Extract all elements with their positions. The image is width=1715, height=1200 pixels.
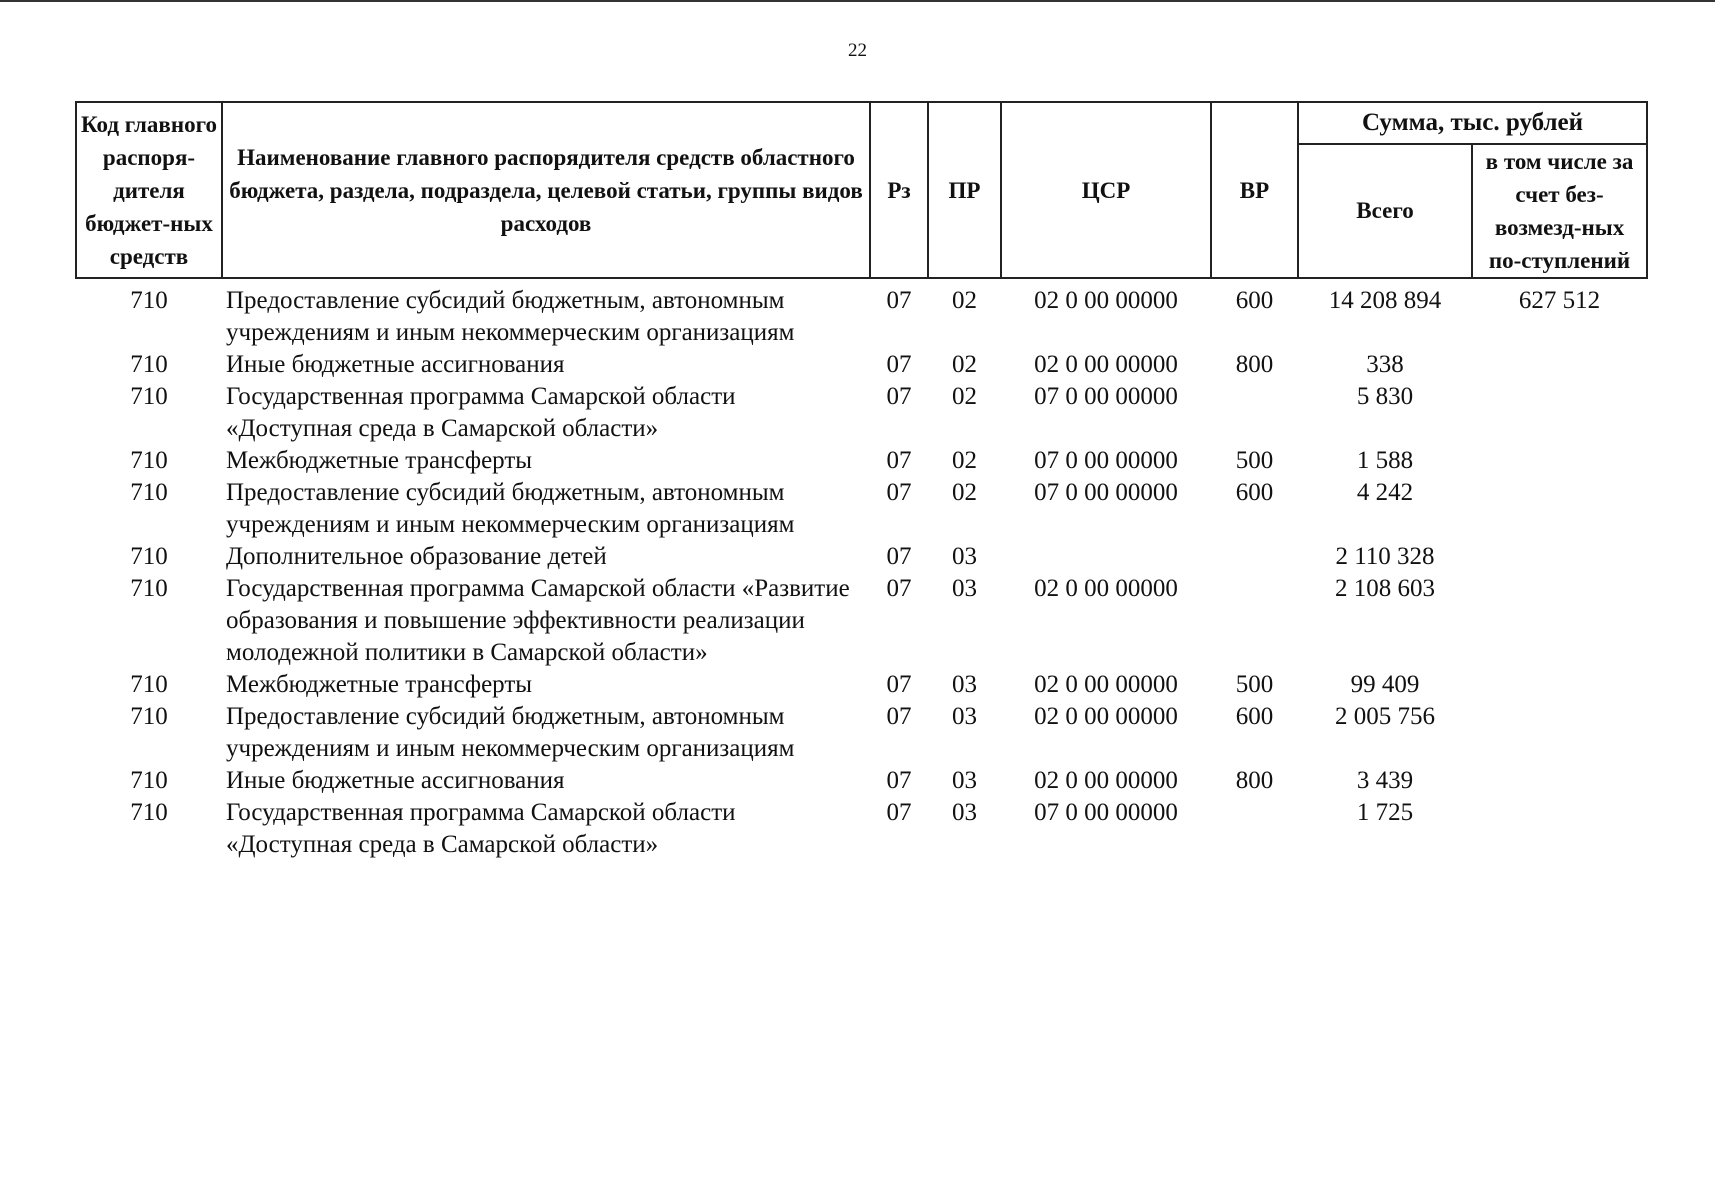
- cell-pr: 03: [952, 575, 977, 602]
- cell-code: 710: [130, 479, 168, 506]
- header-name: Наименование главного распорядителя средств областного бюджета, раздела, подраздела, целевой статьи, группы видов расходов: [222, 102, 870, 278]
- cell-vr: 600: [1235, 703, 1274, 730]
- cell-rz: 07: [886, 351, 912, 378]
- cell-total: 4 242: [1356, 479, 1414, 506]
- cell-free: [1472, 381, 1647, 445]
- cell-free: [1472, 797, 1647, 861]
- cell-csr: 02 0 00 00000: [1034, 703, 1178, 730]
- table-row: [76, 541, 1647, 573]
- cell-free: [1472, 477, 1647, 541]
- cell-name: Дополнительное образование детей: [226, 543, 607, 570]
- cell-csr: 02 0 00 00000: [1034, 575, 1178, 602]
- cell-free: [1472, 541, 1647, 573]
- cell-code: 710: [130, 287, 168, 314]
- header-vr: ВР: [1211, 102, 1298, 278]
- cell-free: 627 512: [1518, 287, 1601, 314]
- cell-free: [1472, 669, 1647, 701]
- table-row: [76, 573, 1647, 669]
- header-row-top: [76, 102, 1647, 144]
- cell-csr: 07 0 00 00000: [1034, 479, 1178, 506]
- cell-rz: 07: [886, 671, 912, 698]
- cell-code: 710: [130, 351, 168, 378]
- cell-pr: 03: [952, 703, 977, 730]
- cell-total: 14 208 894: [1328, 287, 1442, 314]
- cell-free: [1472, 573, 1647, 669]
- cell-csr: 07 0 00 00000: [1034, 383, 1178, 410]
- cell-name: Государственная программа Самарской области «Доступная среда в Самарской области»: [226, 383, 736, 442]
- cell-code: 710: [130, 383, 168, 410]
- cell-rz: 07: [886, 543, 912, 570]
- cell-vr: 800: [1235, 351, 1274, 378]
- budget-table: [75, 101, 1648, 861]
- cell-name: Государственная программа Самарской области «Доступная среда в Самарской области»: [226, 799, 736, 858]
- cell-rz: 07: [886, 703, 912, 730]
- cell-csr: 02 0 00 00000: [1034, 671, 1178, 698]
- cell-total: 5 830: [1356, 383, 1414, 410]
- cell-csr: 07 0 00 00000: [1034, 447, 1178, 474]
- cell-name: Межбюджетные трансферты: [226, 671, 533, 698]
- cell-total: 3 439: [1356, 767, 1414, 794]
- cell-vr: [1211, 573, 1298, 669]
- header-total: Всего: [1298, 144, 1472, 278]
- cell-name: Предоставление субсидий бюджетным, автономным учреждениям и иным некоммерческим организациям: [226, 479, 795, 538]
- cell-rz: 07: [886, 799, 912, 826]
- cell-name: Межбюджетные трансферты: [226, 447, 533, 474]
- cell-code: 710: [130, 671, 168, 698]
- cell-total: 2 110 328: [1335, 543, 1435, 570]
- cell-pr: 03: [952, 671, 977, 698]
- header-rz: Рз: [870, 102, 928, 278]
- cell-total: 99 409: [1350, 671, 1420, 698]
- cell-vr: [1211, 797, 1298, 861]
- table-row: [76, 477, 1647, 541]
- cell-pr: 02: [952, 351, 977, 378]
- cell-free: [1472, 701, 1647, 765]
- cell-name: Иные бюджетные ассигнования: [226, 767, 565, 794]
- cell-csr: 02 0 00 00000: [1034, 287, 1178, 314]
- cell-pr: 02: [952, 479, 977, 506]
- cell-total: 338: [1366, 351, 1404, 378]
- cell-pr: 02: [952, 447, 977, 474]
- cell-rz: 07: [886, 447, 912, 474]
- cell-csr: 07 0 00 00000: [1034, 799, 1178, 826]
- cell-rz: 07: [886, 287, 912, 314]
- cell-code: 710: [130, 703, 168, 730]
- table-row: [76, 381, 1647, 445]
- cell-rz: 07: [886, 767, 912, 794]
- cell-vr: 600: [1235, 287, 1274, 314]
- table-row: [76, 765, 1647, 797]
- cell-total: 2 005 756: [1335, 703, 1435, 730]
- cell-name: Предоставление субсидий бюджетным, автономным учреждениям и иным некоммерческим организациям: [226, 703, 795, 762]
- top-rule: [0, 0, 1715, 2]
- cell-name: Иные бюджетные ассигнования: [226, 351, 565, 378]
- cell-csr: 02 0 00 00000: [1034, 767, 1178, 794]
- cell-csr: 02 0 00 00000: [1034, 351, 1178, 378]
- cell-name: Предоставление субсидий бюджетным, автономным учреждениям и иным некоммерческим организациям: [226, 287, 795, 346]
- cell-rz: 07: [886, 575, 912, 602]
- cell-name: Государственная программа Самарской области «Развитие образования и повышение эффективности реализации молодежной политики в Самарской области»: [226, 575, 850, 666]
- header-sum: Сумма, тыс. рублей: [1298, 102, 1647, 144]
- cell-rz: 07: [886, 383, 912, 410]
- cell-code: 710: [130, 767, 168, 794]
- cell-pr: 03: [952, 767, 977, 794]
- header-pr: ПР: [928, 102, 1001, 278]
- table-row: [76, 669, 1647, 701]
- cell-pr: 03: [952, 799, 977, 826]
- table-row: [76, 701, 1647, 765]
- cell-free: [1472, 765, 1647, 797]
- cell-vr: 500: [1235, 671, 1274, 698]
- cell-code: 710: [130, 575, 168, 602]
- cell-pr: 02: [952, 287, 977, 314]
- cell-vr: 600: [1235, 479, 1274, 506]
- table-header: [76, 102, 1647, 278]
- cell-total: 1 725: [1356, 799, 1414, 826]
- table-row: [76, 445, 1647, 477]
- cell-rz: 07: [886, 479, 912, 506]
- cell-code: 710: [130, 799, 168, 826]
- table-row: [76, 349, 1647, 381]
- table-row: [76, 797, 1647, 861]
- table-row: [76, 278, 1647, 349]
- header-free: в том числе за счет без-возмезд-ных по-ступлений: [1472, 144, 1647, 278]
- cell-total: 1 588: [1356, 447, 1414, 474]
- cell-free: [1472, 349, 1647, 381]
- header-code: Код главного распоря-дителя бюджет-ных средств: [76, 102, 222, 278]
- cell-vr: 500: [1235, 447, 1274, 474]
- cell-csr: [1001, 541, 1211, 573]
- cell-vr: 800: [1235, 767, 1274, 794]
- table-body: [76, 278, 1647, 861]
- cell-pr: 02: [952, 383, 977, 410]
- cell-vr: [1211, 381, 1298, 445]
- cell-pr: 03: [952, 543, 977, 570]
- cell-total: 2 108 603: [1335, 575, 1435, 602]
- cell-free: [1472, 445, 1647, 477]
- cell-vr: [1211, 541, 1298, 573]
- header-csr: ЦСР: [1001, 102, 1211, 278]
- page-number: 22: [848, 40, 867, 61]
- cell-code: 710: [130, 543, 168, 570]
- cell-code: 710: [130, 447, 168, 474]
